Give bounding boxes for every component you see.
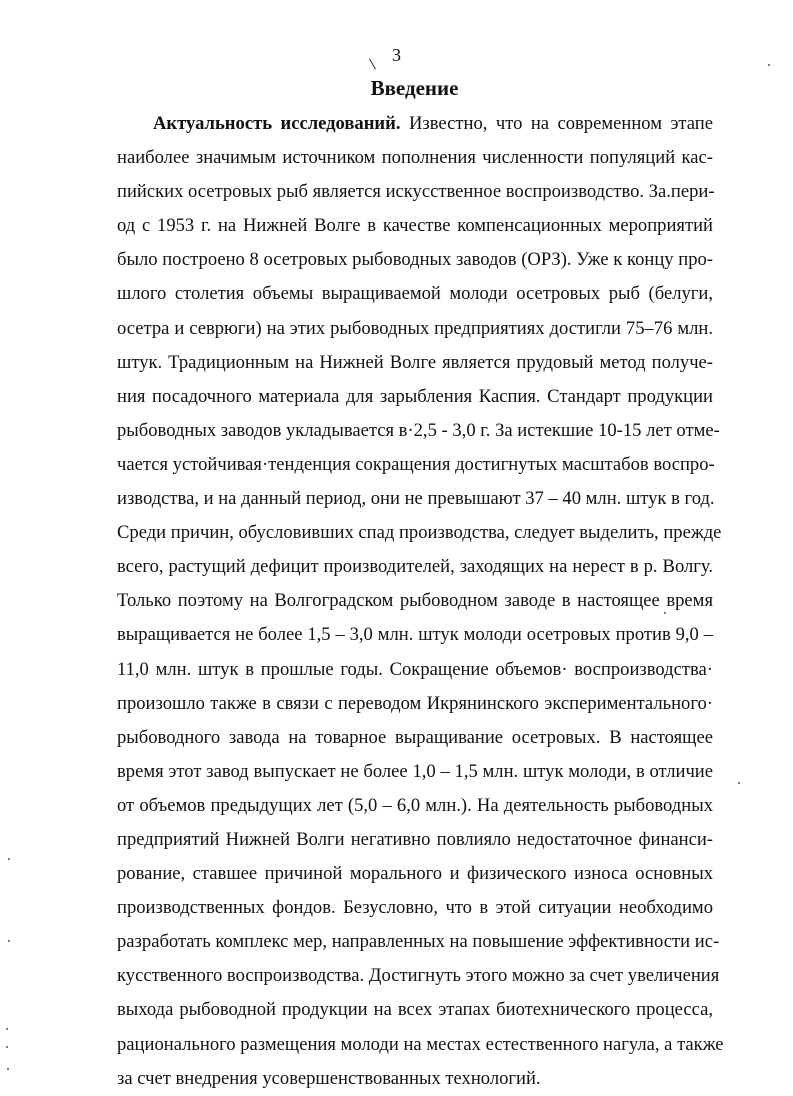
text-line: рыбоводного завода на товарное выращивание осетровых. В настоящее: [117, 726, 713, 748]
page-number: 3: [392, 45, 401, 65]
scan-speck: [664, 612, 666, 614]
text-line: пийских осетровых рыб является искусственное воспроизводство. За.пери-: [117, 181, 715, 203]
text-line: Среди причин, обусловивших спад производства, следует выделить, прежде: [117, 522, 722, 544]
scan-speck: [8, 940, 10, 942]
text-line: время этот завод выпускает не более 1,0 – 1,5 млн. штук молоди, в отличие: [117, 760, 713, 782]
text-line: наиболее значимым источником пополнения численности популяций кас-: [117, 147, 713, 169]
body-paragraph: [117, 107, 724, 1096]
text-line: предприятий Нижней Волги негативно повлияло недостаточное финанси-: [117, 828, 713, 850]
lead-phrase: Актуальность исследований.: [153, 113, 401, 134]
text-line: всего, растущий дефицит производителей, заходящих на нерест в р. Волгу.: [117, 556, 713, 578]
text-line: за счет внедрения усовершенствованных технологий.: [117, 1067, 541, 1089]
text-line: было построено 8 осетровых рыбоводных заводов (ОРЗ). Уже к концу про-: [117, 249, 713, 271]
text-line: шлого столетия объемы выращиваемой молоди осетровых рыб (белуги,: [117, 283, 713, 305]
scan-speck: [7, 1068, 9, 1070]
text-line: произошло также в связи с переводом Икрянинского экспериментального·: [117, 692, 713, 714]
text-line: от объемов предыдущих лет (5,0 – 6,0 млн.). На деятельность рыбоводных: [117, 794, 713, 816]
scan-speck: [6, 1028, 8, 1030]
scan-speck: [738, 782, 740, 784]
text-line: рыбоводных заводов укладывается в·2,5 - 3,0 г. За истекшие 10-15 лет отме-: [117, 419, 720, 441]
text-line: рационального размещения молоди на местах естественного нагула, а также: [117, 1033, 724, 1055]
scan-speck: [8, 858, 10, 860]
text-line: кусственного воспроизводства. Достигнуть этого можно за счет увеличения: [117, 965, 720, 987]
text-line: рование, ставшее причиной морального и физического износа основных: [117, 863, 713, 885]
text-line: производственных фондов. Безусловно, что в этой ситуации необходимо: [117, 897, 713, 919]
text-line: изводства, и на данный период, они не превышают 37 – 40 млн. штук в год.: [117, 488, 715, 510]
text-line: выхода рыбоводной продукции на всех этапах биотехнического процесса,: [117, 999, 713, 1021]
text-line: Актуальность исследований. Известно, что на современном этапе: [153, 113, 713, 134]
text-line: чается устойчивая·тенденция сокращения достигнутых масштабов воспро-: [117, 453, 715, 475]
text-line: осетра и севрюги) на этих рыбоводных предприятиях достигли 75–76 млн.: [117, 317, 713, 339]
text-line: разработать комплекс мер, направленных на повышение эффективности ис-: [117, 931, 720, 953]
scan-speck: [6, 1046, 8, 1048]
page-title: Введение: [370, 76, 459, 100]
text-line: 11,0 млн. штук в прошлые годы. Сокращение объемов· воспроизводства·: [117, 658, 713, 680]
text-line: ния посадочного материала для зарыбления Каспия. Стандарт продукции: [117, 385, 713, 407]
text-line: од с 1953 г. на Нижней Волге в качестве компенсационных мероприятий: [117, 215, 713, 237]
text-line: штук. Традиционным на Нижней Волге является прудовый метод получе-: [117, 351, 713, 373]
scan-speck: [768, 64, 770, 66]
text-line: выращивается не более 1,5 – 3,0 млн. штук молоди осетровых против 9,0 –: [117, 624, 713, 646]
text-line: Только поэтому на Волгоградском рыбоводном заводе в настоящее время: [117, 590, 713, 612]
